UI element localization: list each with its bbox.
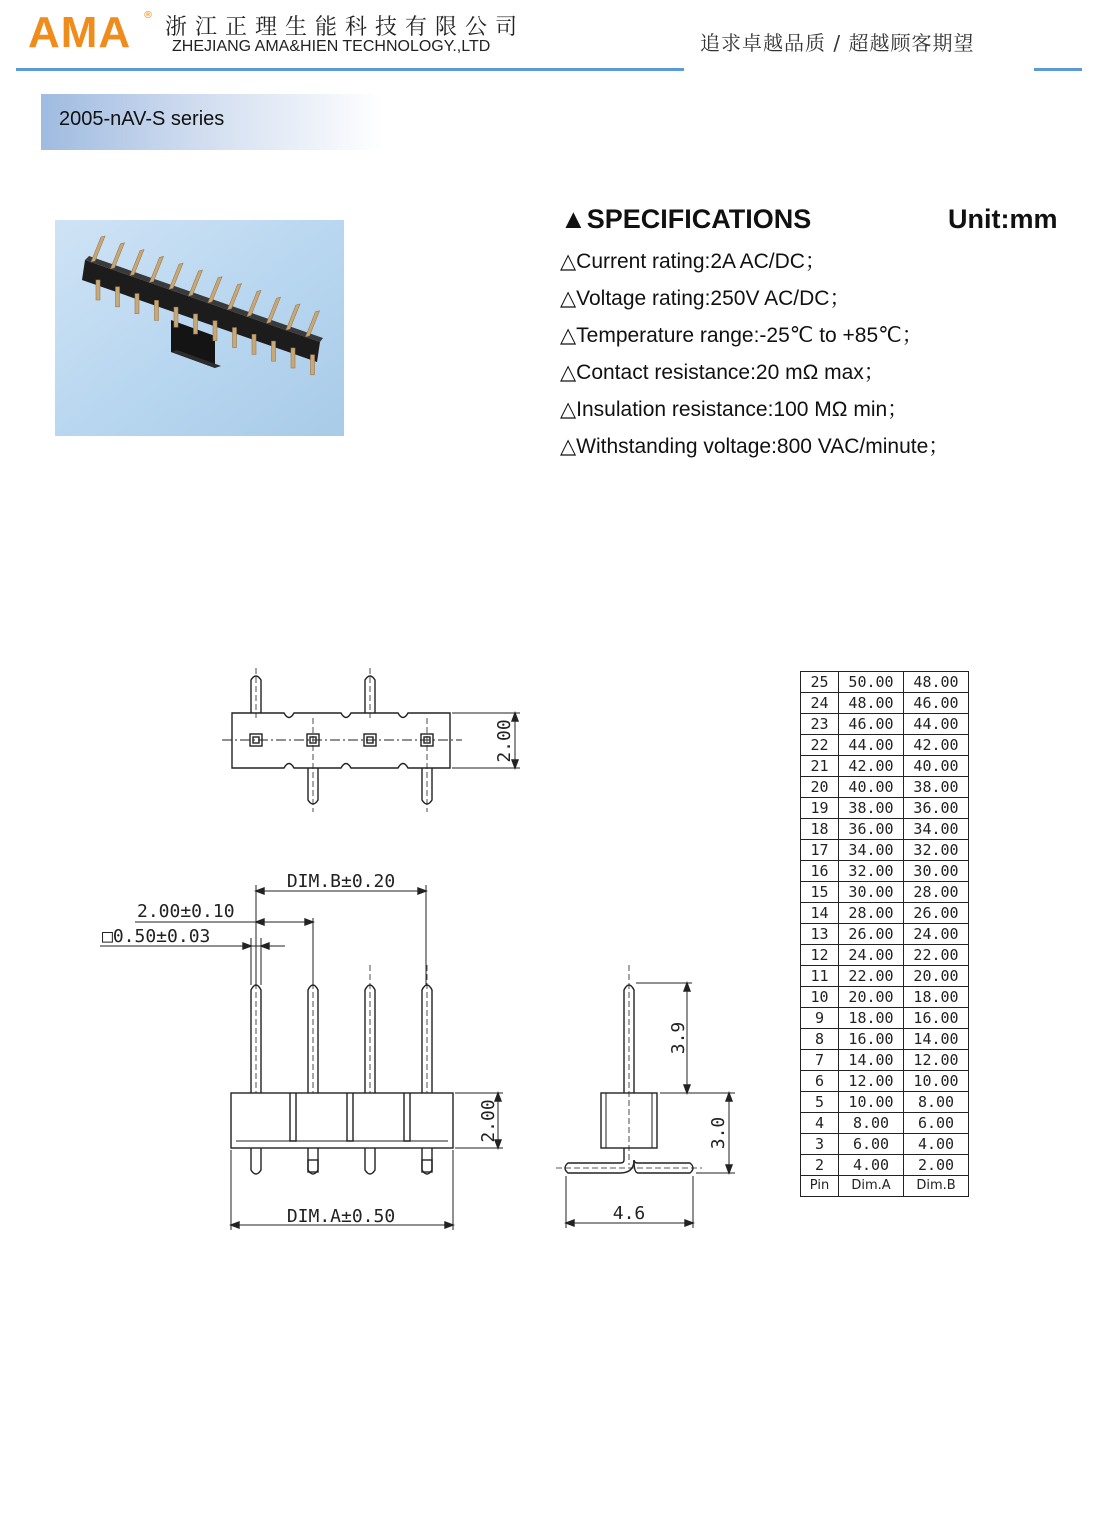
table-row — [801, 861, 969, 882]
cell-dim-a: 46.00 — [839, 714, 904, 735]
cell-pin: 13 — [801, 924, 839, 945]
cell-pin: 11 — [801, 966, 839, 987]
cell-pin: 5 — [801, 1092, 839, 1113]
photo-pin-bottom — [233, 328, 237, 348]
cell-dim-b: 8.00 — [904, 1092, 969, 1113]
cell-dim-b: 2.00 — [904, 1155, 969, 1176]
cell-pin: 18 — [801, 819, 839, 840]
dim-a-label: DIM.A±0.50 — [286, 1206, 396, 1227]
cell-pin: 2 — [801, 1155, 839, 1176]
cell-dim-a: 8.00 — [839, 1113, 904, 1134]
photo-pin-bottom — [174, 307, 178, 327]
cell-pin: 19 — [801, 798, 839, 819]
side-body-height-label: 3.0 — [708, 1116, 729, 1150]
pin-size-label: □0.50±0.03 — [102, 926, 211, 947]
cell-dim-b: 42.00 — [904, 735, 969, 756]
cell-pin: 23 — [801, 714, 839, 735]
table-row — [801, 1155, 969, 1176]
cell-dim-a: 26.00 — [839, 924, 904, 945]
top-view-height-label: 2.00 — [494, 719, 515, 763]
top-view-drawing — [222, 668, 520, 812]
cell-dim-a: 50.00 — [839, 672, 904, 693]
spec-withstanding-voltage: △Withstanding voltage:800 VAC/minute； — [560, 435, 950, 458]
dimension-table — [800, 671, 969, 1197]
table-row — [801, 1050, 969, 1071]
photo-pin-bottom — [291, 348, 295, 368]
table-row — [801, 735, 969, 756]
cell-dim-a: 18.00 — [839, 1008, 904, 1029]
table-row — [801, 819, 969, 840]
cell-pin: 21 — [801, 756, 839, 777]
table-header-row — [801, 1176, 969, 1197]
cell-dim-a: 16.00 — [839, 1029, 904, 1050]
cell-dim-b: 16.00 — [904, 1008, 969, 1029]
cell-dim-b: 38.00 — [904, 777, 969, 798]
product-photo — [55, 220, 344, 436]
header-dim-b: Dim.B — [904, 1176, 969, 1197]
cell-dim-a: 20.00 — [839, 987, 904, 1008]
side-width-label: 4.6 — [612, 1203, 646, 1224]
specifications-heading: ▲SPECIFICATIONS — [560, 204, 812, 234]
cell-pin: 14 — [801, 903, 839, 924]
cell-dim-a: 14.00 — [839, 1050, 904, 1071]
cell-dim-b: 26.00 — [904, 903, 969, 924]
cell-dim-a: 4.00 — [839, 1155, 904, 1176]
cell-dim-b: 36.00 — [904, 798, 969, 819]
header-dim-a: Dim.A — [839, 1176, 904, 1197]
pitch-label: 2.00±0.10 — [137, 901, 235, 922]
cell-pin: 25 — [801, 672, 839, 693]
photo-pin-bottom — [96, 280, 100, 300]
table-row — [801, 693, 969, 714]
cell-pin: 3 — [801, 1134, 839, 1155]
table-row — [801, 882, 969, 903]
cell-dim-b: 28.00 — [904, 882, 969, 903]
unit-label: Unit:mm — [948, 204, 1058, 234]
cell-dim-b: 32.00 — [904, 840, 969, 861]
cell-pin: 8 — [801, 1029, 839, 1050]
front-view-drawing — [100, 871, 503, 1230]
cell-dim-a: 22.00 — [839, 966, 904, 987]
cell-dim-b: 40.00 — [904, 756, 969, 777]
cell-dim-a: 28.00 — [839, 903, 904, 924]
cell-pin: 22 — [801, 735, 839, 756]
cell-pin: 4 — [801, 1113, 839, 1134]
cell-pin: 12 — [801, 945, 839, 966]
table-row — [801, 924, 969, 945]
table-row — [801, 1029, 969, 1050]
cell-dim-a: 10.00 — [839, 1092, 904, 1113]
cell-pin: 6 — [801, 1071, 839, 1092]
photo-pin-bottom — [194, 314, 198, 334]
registered-mark: ® — [143, 10, 153, 21]
cell-dim-a: 36.00 — [839, 819, 904, 840]
photo-pin-bottom — [311, 355, 315, 375]
cell-dim-b: 18.00 — [904, 987, 969, 1008]
photo-pin-bottom — [272, 341, 276, 361]
cell-dim-b: 24.00 — [904, 924, 969, 945]
table-row — [801, 903, 969, 924]
cell-dim-b: 10.00 — [904, 1071, 969, 1092]
cell-dim-a: 42.00 — [839, 756, 904, 777]
cell-pin: 9 — [801, 1008, 839, 1029]
table-row — [801, 1071, 969, 1092]
photo-pin-bottom — [116, 287, 120, 307]
spec-contact-resistance: △Contact resistance:20 mΩ max； — [560, 361, 885, 384]
cell-dim-b: 6.00 — [904, 1113, 969, 1134]
cell-dim-a: 38.00 — [839, 798, 904, 819]
cell-dim-b: 20.00 — [904, 966, 969, 987]
cell-dim-a: 24.00 — [839, 945, 904, 966]
cell-dim-a: 48.00 — [839, 693, 904, 714]
cell-dim-a: 6.00 — [839, 1134, 904, 1155]
cell-dim-b: 12.00 — [904, 1050, 969, 1071]
cell-dim-b: 22.00 — [904, 945, 969, 966]
table-row — [801, 1008, 969, 1029]
spec-voltage-rating: △Voltage rating:250V AC/DC； — [560, 287, 851, 310]
photo-pin-bottom — [135, 294, 139, 314]
table-row — [801, 966, 969, 987]
dim-b-label: DIM.B±0.20 — [286, 871, 396, 892]
table-row — [801, 840, 969, 861]
photo-pin-bottom — [213, 321, 217, 341]
photo-pin-bottom — [155, 300, 159, 320]
company-name-en: ZHEJIANG AMA&HIEN TECHNOLOGY.,LTD — [172, 38, 491, 55]
front-view-pins — [251, 965, 432, 1174]
cell-dim-a: 34.00 — [839, 840, 904, 861]
cell-dim-b: 30.00 — [904, 861, 969, 882]
table-row — [801, 714, 969, 735]
cell-dim-b: 46.00 — [904, 693, 969, 714]
cell-pin: 16 — [801, 861, 839, 882]
cell-dim-a: 32.00 — [839, 861, 904, 882]
front-view-height-label: 2.00 — [478, 1099, 499, 1143]
company-name-cn: 浙江正理生能科技有限公司 — [165, 15, 526, 40]
table-row — [801, 1113, 969, 1134]
table-row — [801, 672, 969, 693]
cell-dim-b: 48.00 — [904, 672, 969, 693]
table-row — [801, 987, 969, 1008]
header-pin: Pin — [801, 1176, 839, 1197]
spec-insulation-resistance: △Insulation resistance:100 MΩ min； — [560, 398, 909, 421]
table-row — [801, 777, 969, 798]
photo-pin-bottom — [252, 334, 256, 354]
cell-pin: 7 — [801, 1050, 839, 1071]
side-view-drawing — [556, 965, 735, 1228]
series-title: 2005-nAV-S series — [59, 108, 225, 130]
table-row — [801, 756, 969, 777]
cell-dim-a: 40.00 — [839, 777, 904, 798]
table-row — [801, 945, 969, 966]
cell-dim-b: 34.00 — [904, 819, 969, 840]
cell-pin: 15 — [801, 882, 839, 903]
spec-current-rating: △Current rating:2A AC/DC； — [560, 250, 826, 273]
cell-pin: 17 — [801, 840, 839, 861]
cell-dim-b: 14.00 — [904, 1029, 969, 1050]
cell-pin: 20 — [801, 777, 839, 798]
cell-dim-b: 44.00 — [904, 714, 969, 735]
cell-pin: 10 — [801, 987, 839, 1008]
company-slogan: 追求卓越品质 / 超越顾客期望 — [700, 31, 975, 55]
side-pin-length-label: 3.9 — [668, 1021, 689, 1055]
table-row — [801, 1134, 969, 1155]
company-logo: AMA — [28, 8, 132, 57]
table-row — [801, 798, 969, 819]
cell-dim-a: 12.00 — [839, 1071, 904, 1092]
table-row — [801, 1092, 969, 1113]
header-divider-gap — [684, 68, 1034, 71]
cell-pin: 24 — [801, 693, 839, 714]
cell-dim-a: 44.00 — [839, 735, 904, 756]
cell-dim-a: 30.00 — [839, 882, 904, 903]
spec-temperature-range: △Temperature range:-25℃ to +85℃； — [560, 324, 923, 347]
cell-dim-b: 4.00 — [904, 1134, 969, 1155]
